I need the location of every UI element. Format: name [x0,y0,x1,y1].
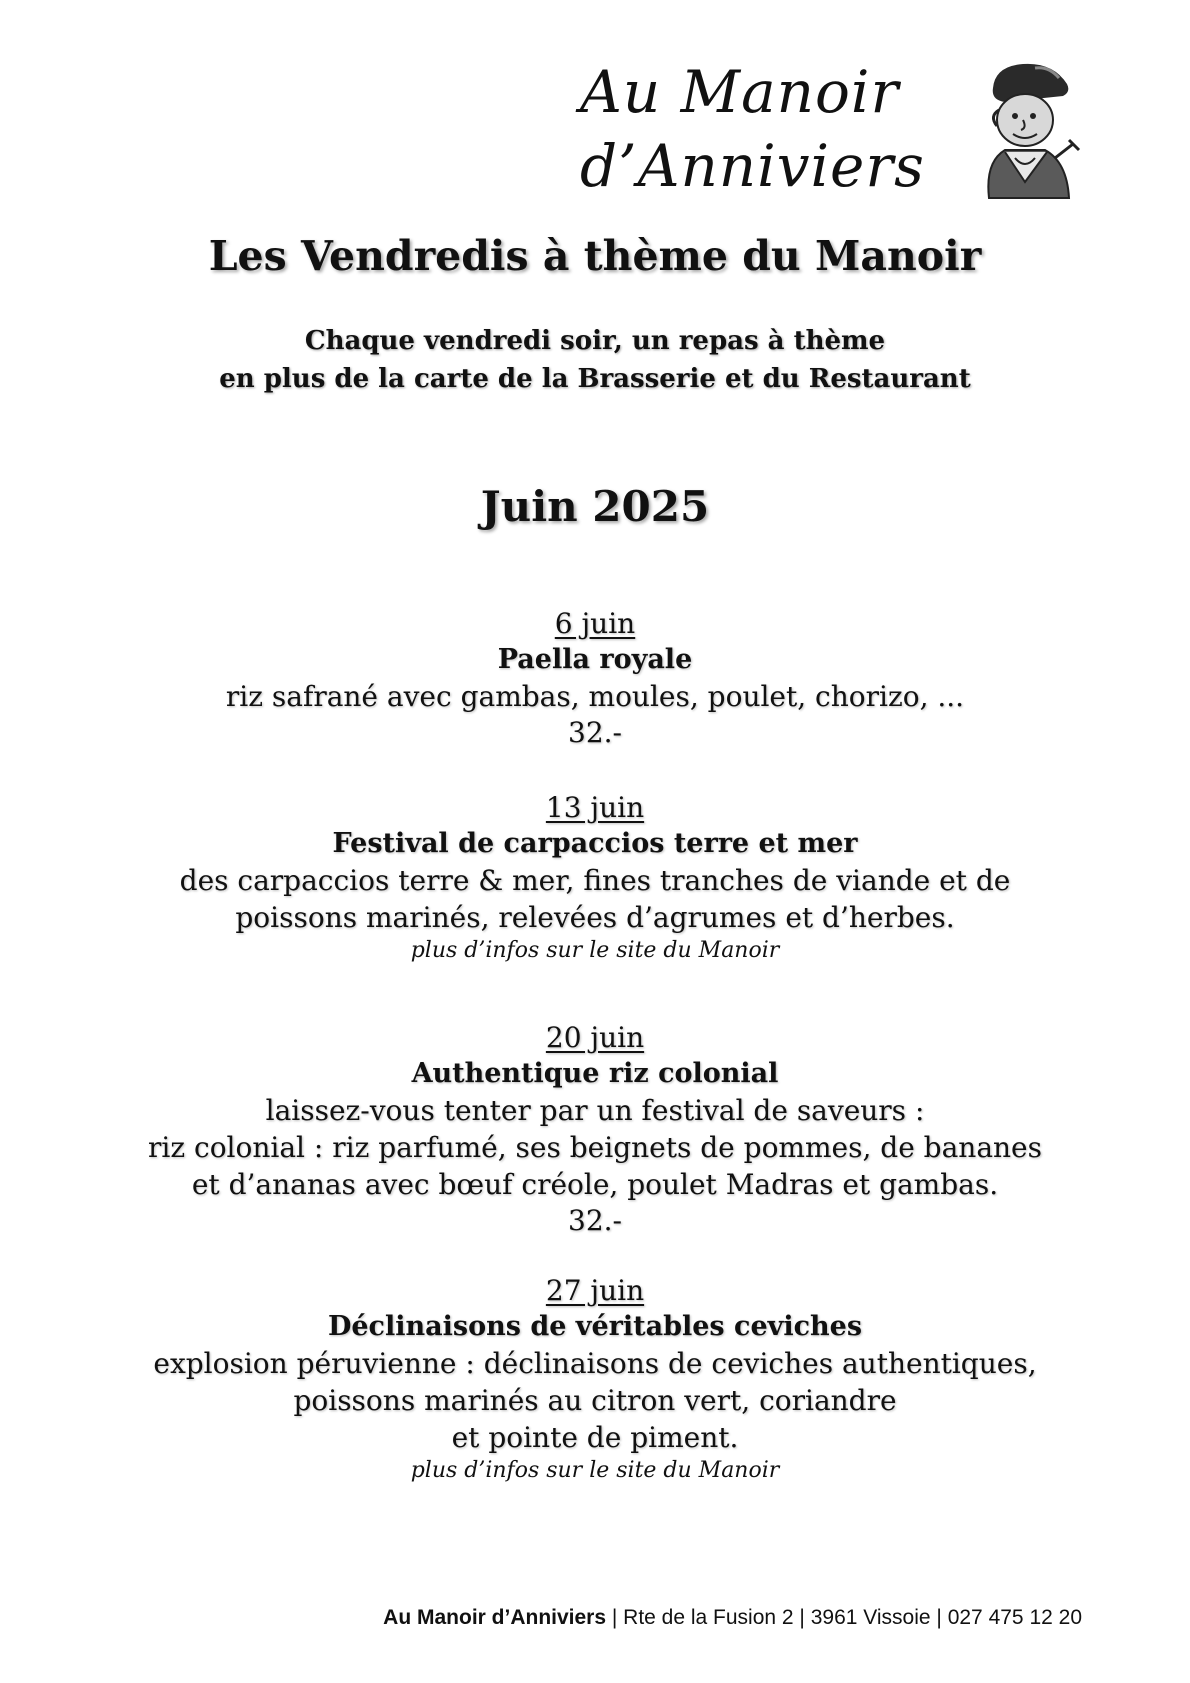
logo-line-1: Au Manoir [580,58,900,126]
event-more-info: plus d’infos sur le site du Manoir [410,938,780,963]
event-description: et pointe de piment. [451,1421,739,1454]
event-description: des carpaccios terre & mer, fines tranches de viande et de [179,864,1011,897]
event-name: Déclinaisons de véritables ceviches [327,1311,863,1342]
month-heading: Juin 2025 [480,482,710,531]
page-title: Les Vendredis à thème du Manoir [208,232,982,280]
chef-mascot-icon [975,58,1085,208]
event-price: 32.- [568,716,622,749]
subtitle-line-2: en plus de la carte de la Brasserie et du Restaurant [219,364,971,394]
footer-contact [0,1606,1082,1630]
event-date: 6 juin [554,607,636,640]
event-6-juin [0,606,1190,751]
event-name: Paella royale [497,644,693,675]
logo-line-2: d’Anniviers [580,132,925,200]
event-description: explosion péruvienne : déclinaisons de ceviches authentiques, [153,1347,1037,1380]
subtitle-line-1: Chaque vendredi soir, un repas à thème [304,326,886,356]
event-price: 32.- [568,1204,622,1237]
event-more-info: plus d’infos sur le site du Manoir [410,1458,780,1483]
event-13-juin [0,790,1190,966]
event-description: riz safrané avec gambas, moules, poulet, chorizo, ... [225,680,965,713]
event-description: poissons marinés au citron vert, coriandre [293,1384,897,1417]
event-description: laissez-vous tenter par un festival de saveurs : [265,1094,925,1127]
event-date: 20 juin [545,1021,645,1054]
restaurant-logo [560,50,925,200]
event-27-juin [0,1273,1190,1486]
event-date: 13 juin [545,791,645,824]
event-name: Authentique riz colonial [411,1058,779,1089]
event-description: et d’ananas avec bœuf créole, poulet Madras et gambas. [191,1168,999,1201]
footer-restaurant-name: Au Manoir d’Anniviers [383,1606,607,1629]
event-description: riz colonial : riz parfumé, ses beignets de pommes, de bananes [148,1131,1042,1164]
event-20-juin [0,1020,1190,1239]
event-date: 27 juin [545,1274,645,1307]
event-description: poissons marinés, relevées d’agrumes et d’herbes. [235,901,955,934]
event-name: Festival de carpaccios terre et mer [332,828,858,859]
footer-address: | Rte de la Fusion 2 | 3961 Vissoie | 027 475 12 20 [606,1606,1082,1629]
